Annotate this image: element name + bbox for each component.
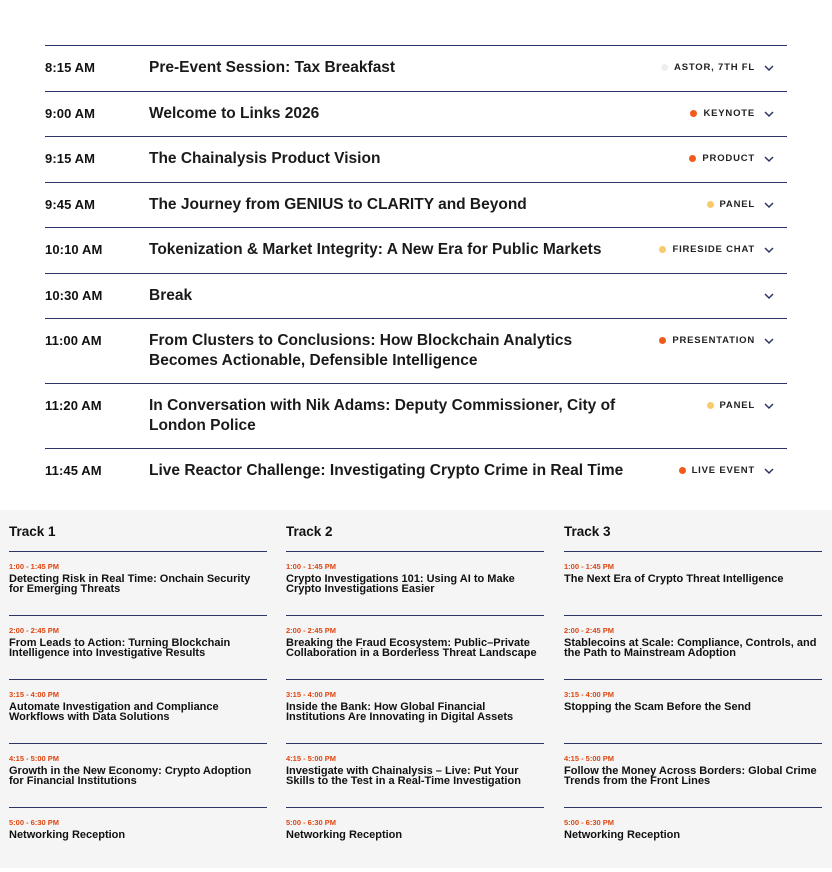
session-time: 1:00 - 1:45 PM bbox=[286, 562, 337, 571]
agenda-row[interactable] bbox=[45, 384, 787, 449]
session-item[interactable] bbox=[9, 552, 267, 616]
chevron-down-icon[interactable] bbox=[763, 335, 775, 347]
session-time: 1:00 - 1:45 PM bbox=[9, 562, 60, 571]
session-time: 4:15 - 5:00 PM bbox=[286, 754, 337, 763]
chevron-down-icon[interactable] bbox=[763, 153, 775, 165]
session-item[interactable] bbox=[564, 744, 822, 808]
session-title: Inside the Bank: How Global Financial Institutions Are Innovating in Digital Assets bbox=[286, 701, 514, 723]
session-title: Stablecoins at Scale: Compliance, Controls, and the Path to Mainstream Adoption bbox=[564, 637, 817, 659]
chevron-down-icon[interactable] bbox=[763, 62, 775, 74]
tag-dot-icon bbox=[707, 201, 714, 208]
session-title: Networking Reception bbox=[286, 829, 403, 841]
session-title: Automate Investigation and Compliance Workflows with Data Solutions bbox=[9, 701, 219, 723]
session-time: 4:15 - 5:00 PM bbox=[564, 754, 615, 763]
tag-dot-icon bbox=[690, 110, 697, 117]
chevron-down-icon[interactable] bbox=[763, 244, 775, 256]
session-time: 2:00 - 2:45 PM bbox=[9, 626, 60, 635]
agenda-row[interactable] bbox=[45, 46, 787, 92]
agenda-row[interactable] bbox=[45, 319, 787, 384]
agenda-time: 10:30 AM bbox=[45, 288, 103, 303]
agenda-tag: KEYNOTE bbox=[690, 108, 755, 119]
tag-dot-icon bbox=[679, 467, 686, 474]
session-time: 2:00 - 2:45 PM bbox=[564, 626, 615, 635]
track-heading: Track 2 bbox=[286, 524, 544, 552]
session-title: Networking Reception bbox=[564, 829, 681, 841]
agenda-time: 11:45 AM bbox=[45, 463, 102, 478]
chevron-down-icon[interactable] bbox=[763, 290, 775, 302]
session-time: 5:00 - 6:30 PM bbox=[286, 818, 337, 827]
session-title: From Leads to Action: Turning Blockchain Intelligence into Investigative Results bbox=[9, 637, 231, 659]
session-time: 1:00 - 1:45 PM bbox=[564, 562, 615, 571]
chevron-down-icon[interactable] bbox=[763, 108, 775, 120]
session-item[interactable] bbox=[9, 808, 267, 872]
session-title: Investigate with Chainalysis – Live: Put Your Skills to the Test in a Real-Time Investigation bbox=[286, 765, 521, 787]
tag-dot-icon bbox=[659, 337, 666, 344]
agenda-time: 9:45 AM bbox=[45, 197, 96, 212]
agenda-time: 11:20 AM bbox=[45, 398, 102, 413]
agenda-title: Pre-Event Session: Tax Breakfast bbox=[149, 59, 396, 76]
agenda-title: Tokenization & Market Integrity: A New Era for Public Markets bbox=[149, 241, 602, 258]
tag-dot-icon bbox=[659, 246, 666, 253]
track-heading: Track 3 bbox=[564, 524, 822, 552]
agenda-list bbox=[45, 45, 787, 493]
track-column bbox=[286, 524, 544, 872]
agenda-time: 9:00 AM bbox=[45, 106, 96, 121]
session-time: 3:15 - 4:00 PM bbox=[9, 690, 60, 699]
session-item[interactable] bbox=[286, 808, 544, 872]
session-title: Detecting Risk in Real Time: Onchain Security for Emerging Threats bbox=[9, 573, 251, 595]
agenda-time: 9:15 AM bbox=[45, 151, 96, 166]
tracks-section bbox=[0, 510, 832, 868]
chevron-down-icon[interactable] bbox=[763, 400, 775, 412]
chevron-down-icon[interactable] bbox=[763, 465, 775, 477]
session-item[interactable] bbox=[9, 744, 267, 808]
session-title: Stopping the Scam Before the Send bbox=[564, 701, 752, 713]
agenda-tag: ASTOR, 7TH FL bbox=[661, 62, 755, 73]
agenda-row[interactable] bbox=[45, 183, 787, 228]
session-title: The Next Era of Crypto Threat Intelligence bbox=[564, 573, 784, 585]
session-time: 4:15 - 5:00 PM bbox=[9, 754, 60, 763]
session-time: 3:15 - 4:00 PM bbox=[286, 690, 337, 699]
tag-dot-icon bbox=[689, 155, 696, 162]
session-title: Networking Reception bbox=[9, 829, 126, 841]
session-time: 5:00 - 6:30 PM bbox=[9, 818, 60, 827]
agenda-title: Break bbox=[149, 287, 193, 304]
agenda-title: The Chainalysis Product Vision bbox=[149, 150, 381, 167]
agenda-title: Welcome to Links 2026 bbox=[149, 105, 320, 122]
agenda-row[interactable] bbox=[45, 449, 787, 493]
session-item[interactable] bbox=[286, 680, 544, 744]
session-item[interactable] bbox=[9, 616, 267, 680]
agenda-title: In Conversation with Nik Adams: Deputy Commissioner, City of London Police bbox=[149, 397, 616, 434]
agenda-time: 10:10 AM bbox=[45, 242, 103, 257]
session-time: 5:00 - 6:30 PM bbox=[564, 818, 615, 827]
session-item[interactable] bbox=[286, 744, 544, 808]
session-title: Crypto Investigations 101: Using AI to Make Crypto Investigations Easier bbox=[286, 573, 515, 595]
agenda-tag: PANEL bbox=[707, 400, 756, 411]
session-time: 2:00 - 2:45 PM bbox=[286, 626, 337, 635]
session-item[interactable] bbox=[564, 680, 822, 744]
session-item[interactable] bbox=[9, 680, 267, 744]
track-column bbox=[9, 524, 267, 872]
tag-dot-icon bbox=[661, 64, 668, 71]
session-title: Breaking the Fraud Ecosystem: Public–Private Collaboration in a Borderless Threat Landscape bbox=[286, 637, 537, 659]
chevron-down-icon[interactable] bbox=[763, 199, 775, 211]
session-title: Growth in the New Economy: Crypto Adoption for Financial Institutions bbox=[9, 765, 252, 787]
agenda-tag: LIVE EVENT bbox=[679, 465, 755, 476]
agenda-tag: PRODUCT bbox=[689, 153, 755, 164]
agenda-row[interactable] bbox=[45, 228, 787, 274]
agenda-time: 11:00 AM bbox=[45, 333, 102, 348]
agenda-title: Live Reactor Challenge: Investigating Crypto Crime in Real Time bbox=[149, 462, 624, 479]
agenda-title: The Journey from GENIUS to CLARITY and Beyond bbox=[149, 196, 527, 213]
agenda-title: From Clusters to Conclusions: How Blockchain Analytics Becomes Actionable, Defensible Intelligence bbox=[149, 332, 573, 369]
session-item[interactable] bbox=[564, 552, 822, 616]
session-item[interactable] bbox=[564, 616, 822, 680]
session-item[interactable] bbox=[286, 552, 544, 616]
session-title: Follow the Money Across Borders: Global Crime Trends from the Front Lines bbox=[564, 765, 817, 787]
agenda-tag: FIRESIDE CHAT bbox=[659, 244, 755, 255]
agenda-row[interactable] bbox=[45, 137, 787, 183]
agenda-row[interactable] bbox=[45, 274, 787, 319]
session-item[interactable] bbox=[286, 616, 544, 680]
agenda-tag: PANEL bbox=[707, 199, 756, 210]
session-item[interactable] bbox=[564, 808, 822, 872]
track-column bbox=[564, 524, 822, 872]
session-time: 3:15 - 4:00 PM bbox=[564, 690, 615, 699]
agenda-time: 8:15 AM bbox=[45, 60, 96, 75]
track-heading: Track 1 bbox=[9, 524, 267, 552]
agenda-row[interactable] bbox=[45, 92, 787, 137]
tag-dot-icon bbox=[707, 402, 714, 409]
agenda-tag: PRESENTATION bbox=[659, 335, 755, 346]
